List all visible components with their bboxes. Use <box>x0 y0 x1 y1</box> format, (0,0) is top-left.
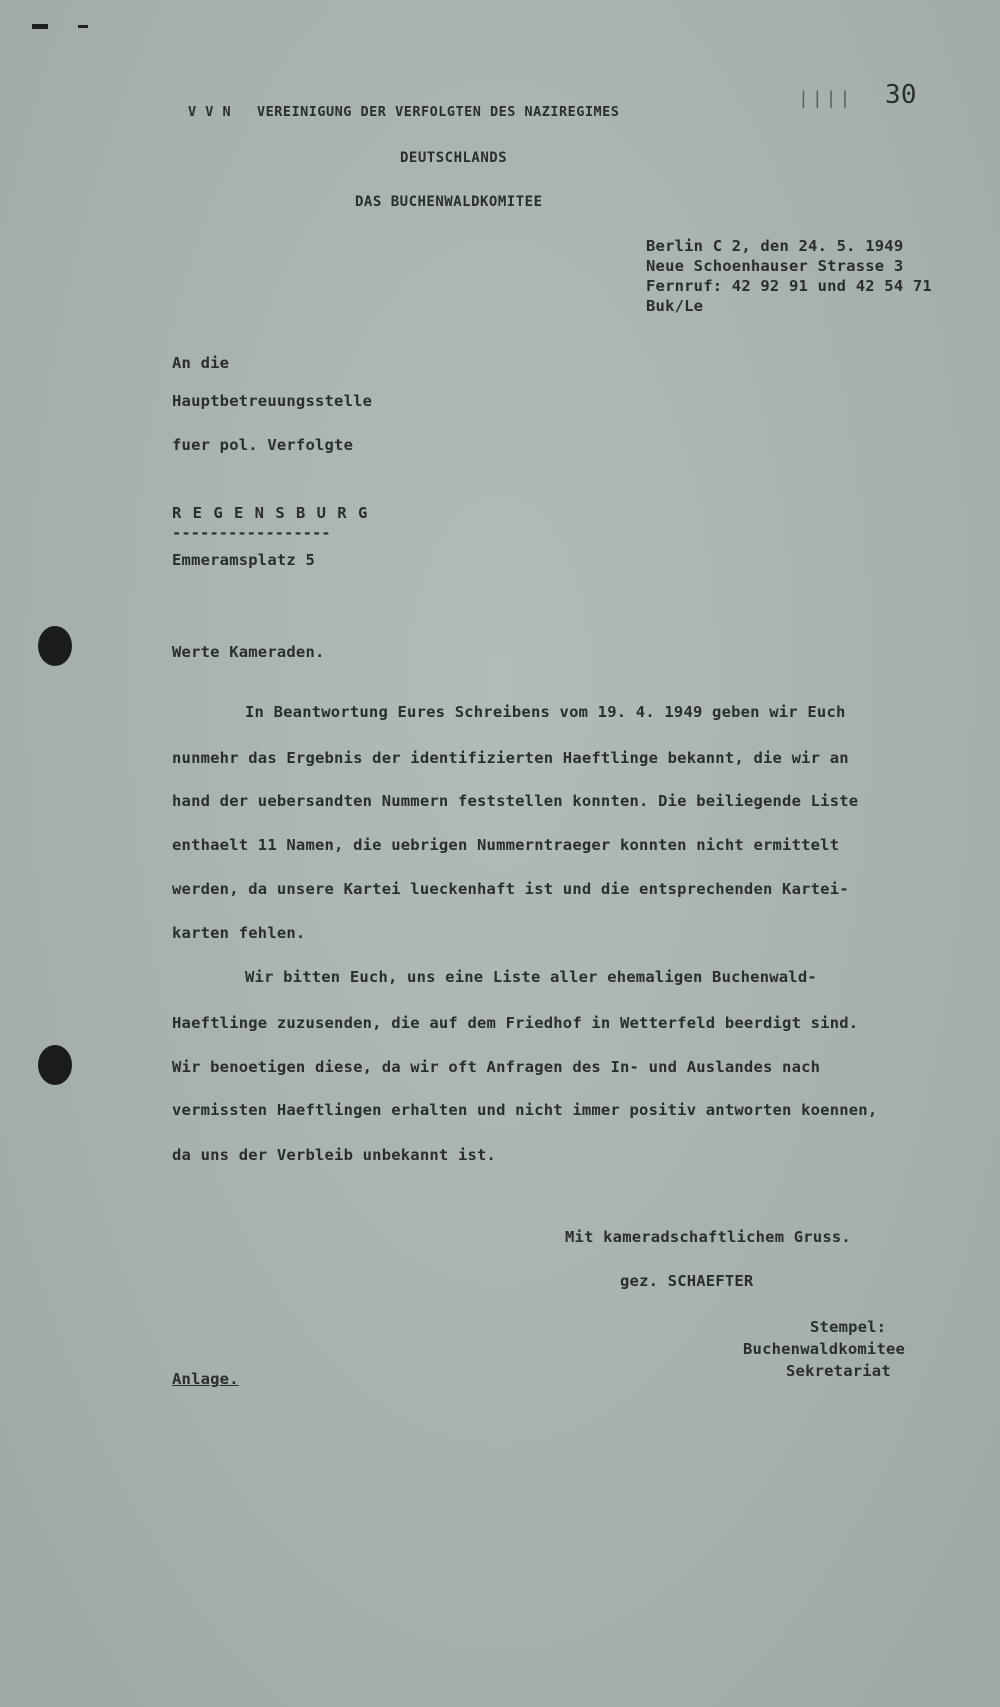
stamp-line-2: Sekretariat <box>786 1362 891 1380</box>
paragraph-2-line: vermissten Haeftlingen erhalten und nicht immer positiv antworten koennen, <box>172 1101 878 1119</box>
sender-date-line: Berlin C 2, den 24. 5. 1949 <box>646 237 904 255</box>
paragraph-2-line: Wir bitten Euch, uns eine Liste aller ehemaligen Buchenwald- <box>245 968 817 986</box>
recipient-line-3: fuer pol. Verfolgte <box>172 436 354 454</box>
recipient-city: R E G E N S B U R G <box>172 504 369 522</box>
paragraph-1-line: In Beantwortung Eures Schreibens vom 19. 4. 1949 geben wir Euch <box>245 703 846 721</box>
sender-street: Neue Schoenhauser Strasse 3 <box>646 257 904 275</box>
paragraph-1-line: karten fehlen. <box>172 924 306 942</box>
header-organization: V V N VEREINIGUNG DER VERFOLGTEN DES NAZIREGIMES <box>188 104 620 120</box>
paragraph-2-line: Wir benoetigen diese, da wir oft Anfragen des In- und Auslandes nach <box>172 1058 821 1076</box>
sender-block <box>646 236 932 316</box>
paragraph-1-line: hand der uebersandten Nummern feststellen konnten. Die beiliegende Liste <box>172 792 859 810</box>
recipient-city-underline: ----------------- <box>172 524 331 542</box>
sender-reference: Buk/Le <box>646 297 704 315</box>
page-marks: |||| <box>798 88 854 109</box>
page-number: 30 <box>885 80 917 110</box>
closing: Mit kameradschaftlichem Gruss. <box>565 1228 851 1246</box>
punch-hole <box>38 626 72 666</box>
enclosure-note: Anlage. <box>172 1370 239 1388</box>
salutation: Werte Kameraden. <box>172 643 325 661</box>
corner-mark <box>32 24 48 29</box>
corner-mark <box>78 25 88 28</box>
paragraph-1-line: werden, da unsere Kartei lueckenhaft ist und die entsprechenden Kartei- <box>172 880 849 898</box>
paragraph-2-line: da uns der Verbleib unbekannt ist. <box>172 1146 497 1164</box>
signature: gez. SCHAEFTER <box>620 1272 754 1290</box>
sender-phone: Fernruf: 42 92 91 und 42 54 71 <box>646 277 932 295</box>
recipient-line-1: An die <box>172 354 230 372</box>
paragraph-2-line: Haeftlinge zuzusenden, die auf dem Friedhof in Wetterfeld beerdigt sind. <box>172 1014 859 1032</box>
header-country: DEUTSCHLANDS <box>400 150 508 166</box>
stamp-label: Stempel: <box>810 1318 887 1336</box>
recipient-street: Emmeramsplatz 5 <box>172 551 315 569</box>
recipient-line-2: Hauptbetreuungsstelle <box>172 392 373 410</box>
paragraph-1-line: enthaelt 11 Namen, die uebrigen Nummerntraeger konnten nicht ermittelt <box>172 836 840 854</box>
header-committee: DAS BUCHENWALDKOMITEE <box>355 194 543 210</box>
punch-hole <box>38 1045 72 1085</box>
paragraph-1-line: nunmehr das Ergebnis der identifizierten Haeftlinge bekannt, die wir an <box>172 749 849 767</box>
stamp-line-1: Buchenwaldkomitee <box>743 1340 906 1358</box>
